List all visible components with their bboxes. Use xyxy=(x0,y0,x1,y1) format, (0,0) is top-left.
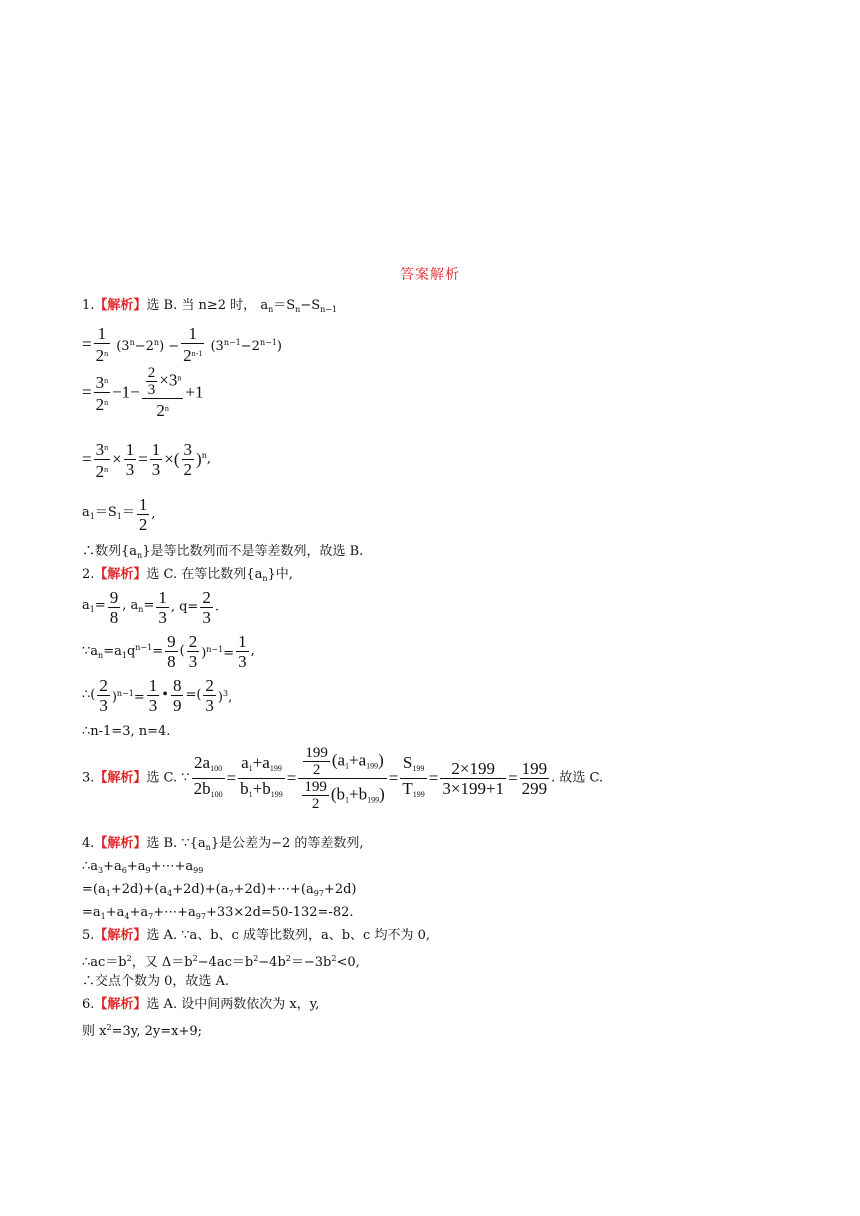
answer-title: 答案解析 xyxy=(400,267,460,283)
p1-frac-1-over-2n-1: $\frac{1}{2^{n-1}}$ xyxy=(183,324,203,365)
p1-intro: 选 B. 当 n≥2 时， xyxy=(146,298,257,313)
p1-conclusion: ∴数列$\{a_n\}$是等比数列而不是等差数列，故选 B. xyxy=(82,544,364,560)
p1-frac-1-over-2n: $\frac{1}{2^n}$ xyxy=(95,324,109,365)
p1-number: 1. xyxy=(82,298,95,313)
p2-line1: 2.【解析】选 C. 在等比数列$\{a_n\}$中, xyxy=(82,567,293,583)
p2-line2: $a_1=$ $\frac{9}{8}$ , $a_n=$ $\frac{1}{3}$ , q= $\frac{2}{3}$ . xyxy=(82,588,219,627)
p5-line2: $\therefore ac=b^2$，又 $\Delta=b^2-4ac=b^2-4b^2=-3b^2<0$, xyxy=(82,954,360,970)
p2-last: ∴n-1=3, n=4. xyxy=(82,724,171,739)
p3-line: 3.【解析】选 C. ∵ $\frac{2a_{100}}{2b_{100}}$ = $\frac{a_1+a_{199}}{b_1+b_{199}}$ = $\frac{199}{2}$ $(a_1+a_{199})$ $\frac{199}{2}$ $(b_1+b_{199})$ = $\frac{S_{199}}{T_{199}}$ = $\frac{2\times 199}{3\times 199+1}$ = $\frac{199}{299}$ . 故选 C. xyxy=(82,745,604,812)
p1-line5: $a_1=S_1=$ $\frac{1}{2}$ , xyxy=(82,495,156,534)
p4-line3: $=(a_1+2d)+(a_4+2d)+(a_7+2d)+\cdots+(a_{97}+2d)$ xyxy=(82,882,357,898)
p1-line2: = $\frac{1}{2^n}$ $(3^n-2^n)$ − $\frac{1}{2^{n-1}}$ $(3^{n-1}-2^{n-1})$ xyxy=(82,324,282,365)
p1-line1 xyxy=(82,298,337,318)
p2-line4: ∴( $\frac{2}{3}$ )$^{n-1}$= $\frac{1}{3}$ • $\frac{8}{9}$ =( $\frac{2}{3}$ )$^3$, xyxy=(82,676,233,715)
p1-line4: = $\frac{3^n}{2^n}$ × $\frac{1}{3}$ = $\frac{1}{3}$ ×( $\frac{3}{2}$ )$^n$, xyxy=(82,440,211,481)
p1-frac-3n-over-2n: $\frac{3^n}{2^n}$ xyxy=(95,373,109,414)
p5-line3: ∴交点个数为 0，故选 A. xyxy=(82,974,230,989)
p2-line3: $\because a_n=a_1q^{n-1}=$ $\frac{9}{8}$ ( $\frac{2}{3}$ )$^{n-1}$= $\frac{1}{3}$ , xyxy=(82,632,255,671)
p6-line2: 则 $x^2=3y$, 2y=x+9; xyxy=(82,1023,202,1039)
p1-line3: = $\frac{3^n}{2^n}$ −1− $\frac{2}{3}$ $\times 3^n$ 2$^n$ +1 xyxy=(82,365,204,420)
p6-line1: 6.【解析】选 A. 设中间两数依次为 x，y, xyxy=(82,997,320,1012)
p5-line1: 5.【解析】选 A. ∵a、b、c 成等比数列，a、b、c 均不为 0, xyxy=(82,928,430,943)
p1-formula: $a_n=S_n-S_{n-1}$ xyxy=(260,298,338,314)
p1-frac-complex: $\frac{2}{3}$ $\times 3^n$ 2$^n$ xyxy=(142,365,184,420)
p1-tag: 【解析】 xyxy=(94,298,147,313)
p4-line4: $=a_1+a_4+a_7+\cdots+a_{97}+33\times 2d=50-132=-82$. xyxy=(82,905,354,921)
p4-line1: 4.【解析】选 B. $\because\{a_n\}$是公差为−2 的等差数列, xyxy=(82,836,364,852)
p4-line2: $\therefore a_3+a_6+a_9+\cdots+a_{99}$ xyxy=(82,859,204,875)
